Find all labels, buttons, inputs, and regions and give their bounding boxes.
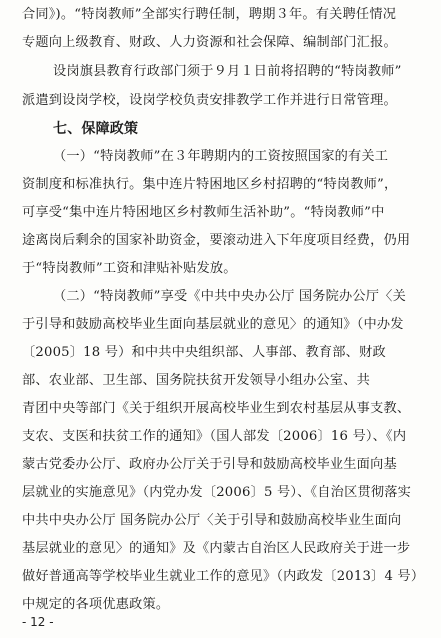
text-line: 部、农业部、卫生部、国务院扶贫开发领导小组办公室、共 [22,373,371,388]
text-line: 青团中央等部门《关于组织开展高校毕业生到农村基层从事支教、 [22,401,411,416]
text-line: 可享受“集中连片特困地区乡村教师生活补助”。“特岗教师”中 [22,205,385,220]
text-line: 途离岗后剩余的国家补助资金，要滚动进入下年度项目经费，仍用 [22,233,411,248]
text-line: 蒙古党委办公厅、政府办公厅关于引导和鼓励高校毕业生面向基 [22,457,397,472]
text-line: 派遣到设岗学校，设岗学校负责安排教学工作并进行日常管理。 [22,93,397,108]
page-number: - 12 - [22,615,54,629]
text-line: 于引导和鼓励高校毕业生面向基层就业的意见〉的通知》（中办发 [22,317,404,332]
text-line: 合同》)。“特岗教师”全部实行聘任制，聘期３年。有关聘任情况 [22,7,397,22]
text-line: 专题向上级教育、财政、人力资源和社会保障、编制部门汇报。 [22,35,397,50]
text-line: 中规定的各项优惠政策。 [22,597,170,612]
text-line: 层就业的实施意见》（内党办发〔2006〕5 号）、《自治区贯彻落实 [22,485,412,500]
text-line: 〔2005〕18 号）和中共中央组织部、人事部、教育部、财政 [22,345,386,360]
text-line: （一）“特岗教师”在３年聘期内的工资按照国家的有关工 [53,149,389,164]
text-line: 于“特岗教师”工资和津贴补贴发放。 [22,261,237,276]
text-line: 设岗旗县教育行政部门须于９月１日前将招聘的“特岗教师” [53,64,402,79]
section-heading: 七、保障政策 [53,121,139,137]
text-line: 基层就业的意见〉的通知》及《内蒙古自治区人民政府关于进一步 [22,541,411,556]
text-line: 资制度和标准执行。集中连片特困地区乡村招聘的“特岗教师”， [22,177,398,192]
text-line: （二）“特岗教师”享受《中共中央办公厅 国务院办公厅〈关 [53,289,406,304]
text-line: 中共中央办公厅 国务院办公厅〈关于引导和鼓励高校毕业生面向 [22,513,402,528]
text-line: 做好普通高等学校毕业生就业工作的意见》（内政发〔2013〕4 号） [22,569,425,584]
text-line: 支农、支医和扶贫工作的通知》（国人部发〔2006〕16 号）、《内 [22,429,407,444]
